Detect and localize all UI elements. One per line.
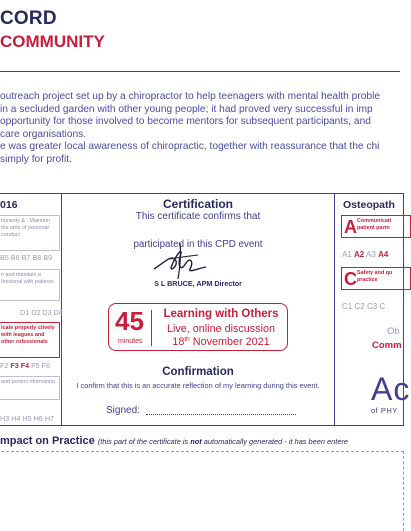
code: D3 — [42, 308, 52, 317]
event-day-suffix: th — [184, 336, 190, 343]
box-c-text — [357, 270, 392, 284]
academy-logo: Ac — [371, 371, 411, 407]
event-duration-value: 45 — [115, 306, 144, 336]
standard-codes-h — [0, 414, 54, 423]
code: F5 — [31, 361, 40, 370]
box-c-text-line: practice — [357, 277, 378, 283]
participation-text: participated in this CPD event — [133, 239, 263, 250]
standards-column — [0, 193, 62, 426]
confirmation-text: I confirm that this is an accurate reflection of my learning during this event. — [76, 381, 320, 390]
code: D1 — [20, 308, 30, 317]
event-name: Learning with Others — [163, 308, 279, 320]
standard-codes-b — [0, 253, 52, 262]
intro-line: in a secluded garden with other young people; it had proved very successful in imp — [0, 103, 373, 115]
code: H6 — [33, 414, 43, 423]
intro-line: care organisations. — [0, 128, 87, 140]
impact-heading — [0, 435, 348, 447]
osteopath-column — [334, 193, 411, 426]
code: D4 — [53, 308, 63, 317]
standard-box-b: honesty & . Maintain the ards of personal conduct — [0, 215, 60, 251]
code: F6 — [41, 361, 50, 370]
intro-line: outreach project set up by a chiropractor to help teenagers with mental health proble — [0, 91, 380, 102]
impact-note-pre: (this part of the certificate is — [97, 437, 191, 446]
signatory-name: S L BRUCE, APM Director — [154, 279, 242, 288]
code: C — [379, 302, 386, 311]
intro-line: simply for profit. — [0, 153, 72, 165]
standard-codes-d — [20, 308, 63, 317]
osteopath-box-c — [341, 267, 411, 290]
page-subtitle: COMMUNITY — [0, 32, 105, 51]
code: A3 — [366, 250, 376, 259]
event-duration-unit: minutes — [118, 338, 143, 345]
event-card — [108, 303, 288, 351]
box-a-letter: A — [344, 217, 357, 237]
code-selected: F3 — [10, 361, 19, 370]
signature-field[interactable] — [146, 414, 296, 415]
code: C2 — [354, 302, 365, 311]
event-month-year: November 2021 — [192, 336, 270, 348]
box-a-text-line: patient partn — [357, 225, 390, 231]
page-title: CORD — [0, 8, 57, 29]
code: B9 — [43, 253, 52, 262]
event-day: 18 — [172, 336, 185, 348]
box-c-text-line: Safety and qu — [357, 270, 393, 276]
event-date — [157, 336, 285, 348]
event-divider — [151, 310, 152, 346]
code: B7 — [21, 253, 31, 262]
osteopath-box-a — [341, 215, 411, 238]
box-c-letter: C — [344, 269, 357, 289]
certification-heading: Certification — [162, 197, 233, 211]
code: C3 — [366, 302, 378, 311]
box-a-text — [357, 218, 391, 232]
code: B6 — [10, 253, 20, 262]
impact-label: mpact on Practice — [0, 435, 95, 447]
impact-entry-box[interactable] — [0, 451, 404, 531]
intro-paragraph — [0, 91, 400, 167]
code-selected: A4 — [378, 250, 389, 259]
code: F2 — [0, 361, 9, 370]
signature-image — [150, 239, 220, 281]
code: H4 — [11, 414, 21, 423]
code: H7 — [44, 414, 55, 423]
code-selected: F4 — [20, 361, 30, 370]
impact-note-bold: not — [190, 437, 202, 446]
impact-note — [98, 437, 348, 446]
code: H3 — [0, 414, 10, 423]
code: A1 — [342, 250, 352, 259]
standard-codes-f — [0, 361, 50, 370]
event-format: Live, online discussion — [166, 323, 276, 335]
osteopath-codes-c — [342, 302, 385, 311]
certification-subtitle: This certificate confirms that — [135, 211, 261, 222]
osteopath-heading: Osteopath — [343, 199, 395, 211]
intro-line: e was greater local awareness of chiropractic, together with reassurance that the chi — [0, 141, 380, 153]
standard-box-d: n and maintain a fessional with patients — [0, 269, 60, 301]
impact-note-post: automatically generated - it has been entere — [201, 437, 349, 446]
standard-box-f: icate properly ctively with leagues and other rofessionals — [0, 322, 60, 358]
standards-heading: 016 — [0, 199, 18, 211]
signed-label: Signed: — [106, 405, 140, 416]
osteopath-comm-text: Comm — [372, 340, 402, 351]
standard-box-h: and protect nformation — [0, 376, 60, 400]
code: B8 — [32, 253, 42, 262]
box-a-text-line: Communicati — [357, 218, 392, 224]
confirmation-heading: Confirmation — [162, 366, 234, 378]
osteopath-ob-text: Ob — [387, 326, 400, 337]
code: H5 — [22, 414, 32, 423]
code: C1 — [342, 302, 353, 311]
academy-logo-subtitle: of PHY — [371, 406, 398, 415]
code: D2 — [31, 308, 41, 317]
osteopath-codes-a — [342, 250, 388, 259]
header-divider — [0, 71, 400, 72]
code-selected: A2 — [354, 250, 365, 259]
certificate-panel — [62, 193, 334, 426]
intro-line: opportunity for those involved to become mentors for subsequent participants, and — [0, 116, 371, 128]
code: B5 — [0, 253, 9, 262]
